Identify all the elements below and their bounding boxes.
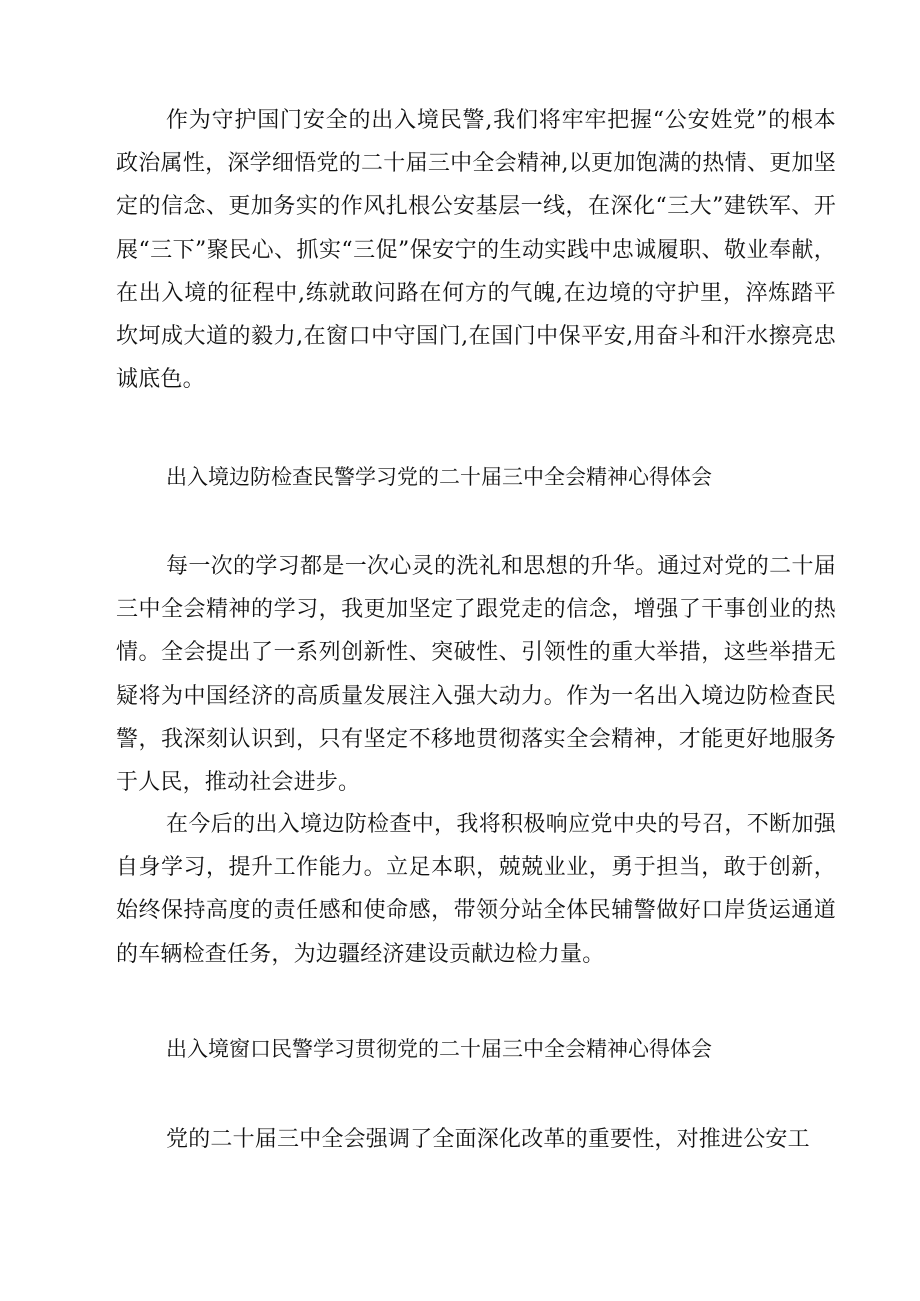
body-paragraph: 作为守护国门安全的出入境民警,我们将牢牢把握“公安姓党”的根本政治属性，深学细悟党的二十届三中全会精神,以更加饱满的热情、更加坚定的信念、更加务实的作风扎根公安基层一线，在深化“三大”建铁军、开展“三下”聚民心、抓实“三促”保安宁的生动实践中忠诚履职、敬业奉献，在出入境的征程中,练就敢问路在何方的气魄,在边境的守护里，淬炼踏平坎坷成大道的毅力,在窗口中守国门,在国门中保平安,用奋斗和汗水擦亮忠诚底色。: [116, 108, 836, 393]
section-heading: 出入境窗口民警学习贯彻党的二十届三中全会精神心得体会: [166, 1037, 712, 1061]
section-heading: 出入境边防检查民警学习党的二十届三中全会精神心得体会: [166, 465, 712, 489]
body-paragraph: 在今后的出入境边防检查中，我将积极响应党中央的号召，不断加强自身学习，提升工作能力。立足本职，兢兢业业，勇于担当，敢于创新，始终保持高度的责任感和使命感，带领分站全体民辅警做好口岸货运通道的车辆检查任务，为边疆经济建设贡献边检力量。: [116, 812, 836, 967]
body-paragraph: 每一次的学习都是一次心灵的洗礼和思想的升华。通过对党的二十届三中全会精神的学习，我更加坚定了跟党走的信念，增强了干事创业的热情。全会提出了一系列创新性、突破性、引领性的重大举措，这些举措无疑将为中国经济的高质量发展注入强大动力。作为一名出入境边防检查民警，我深刻认识到，只有坚定不移地贯彻落实全会精神，才能更好地服务于人民，推动社会进步。: [116, 554, 836, 796]
body-paragraph: 党的二十届三中全会强调了全面深化改革的重要性，对推进公安工: [166, 1127, 810, 1152]
